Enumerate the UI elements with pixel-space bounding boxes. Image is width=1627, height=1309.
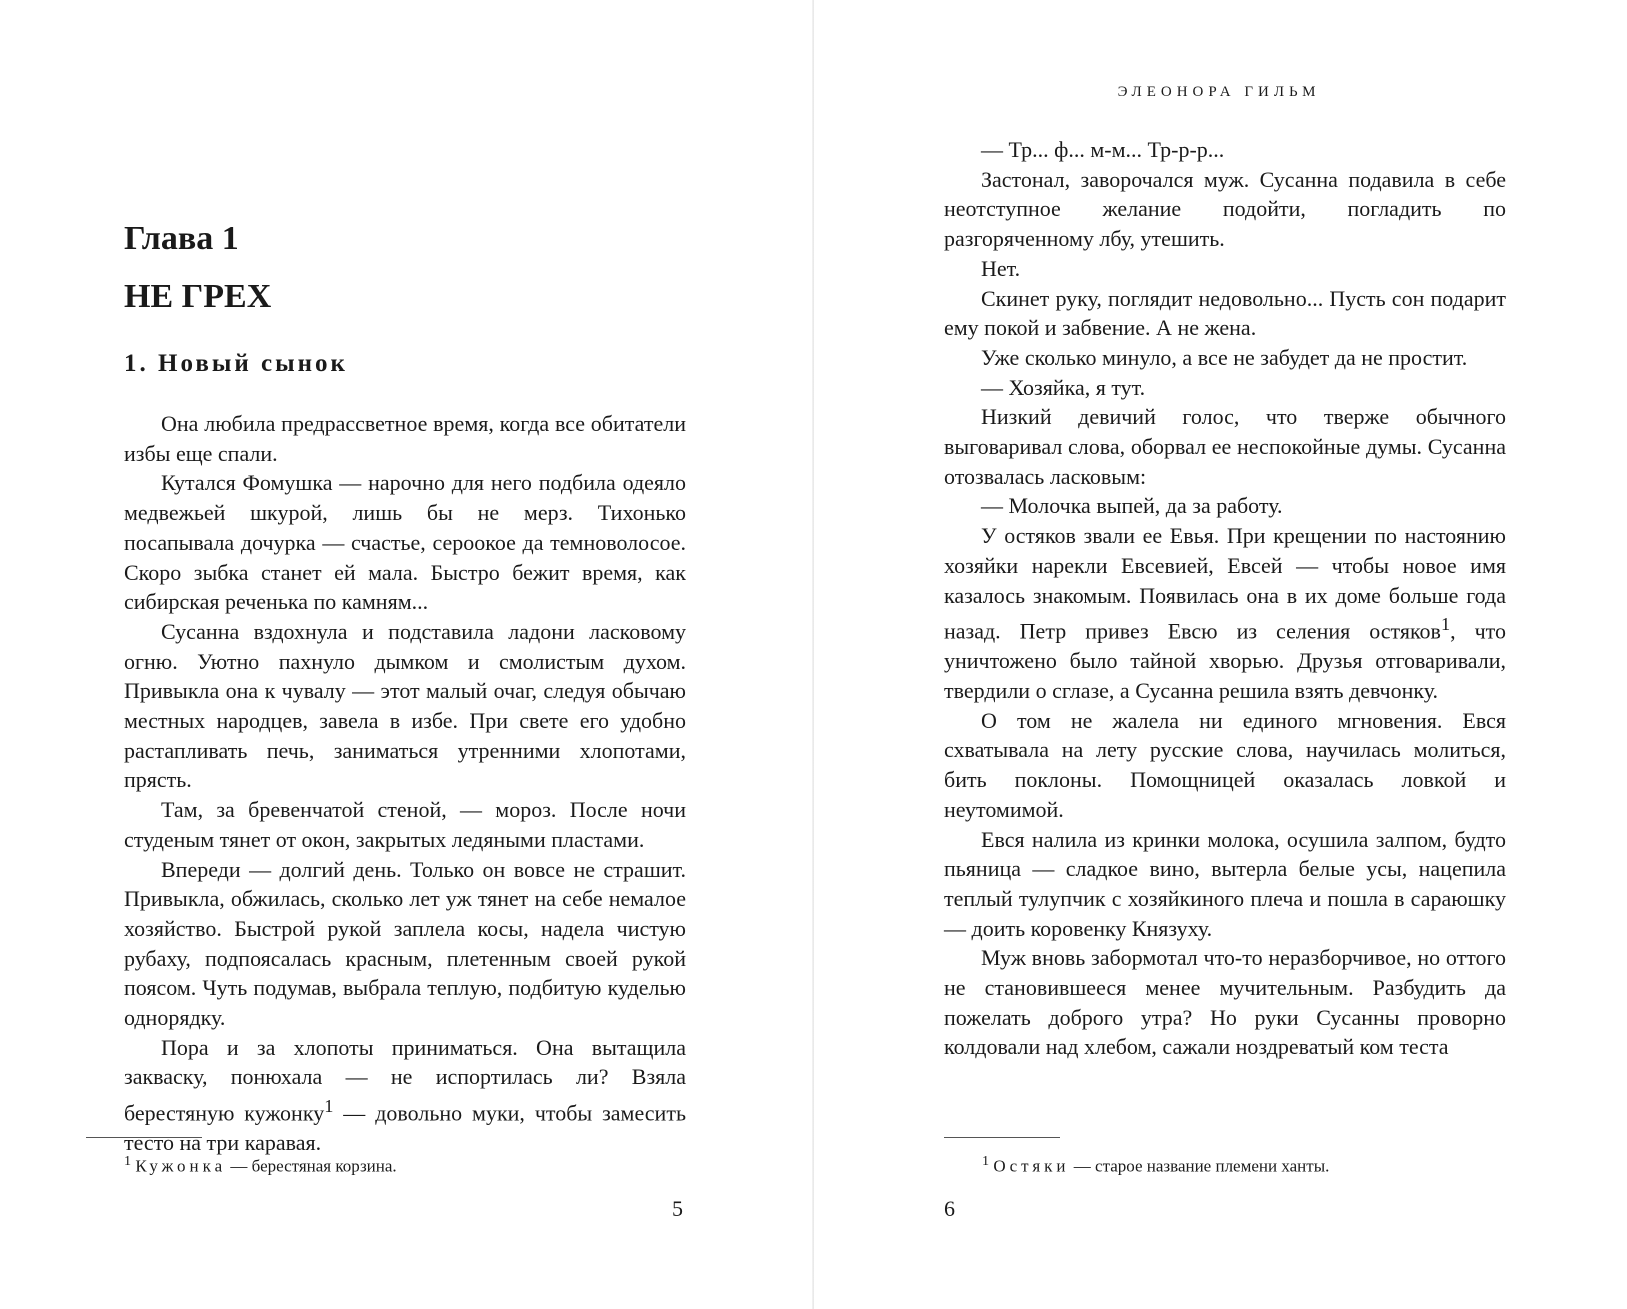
footnote-reference: 1: [1440, 614, 1451, 635]
right-page: [814, 0, 1627, 1309]
right-body-text: [944, 135, 1506, 1062]
paragraph: Евся налила из кринки молока, осушила залпом, будто пьяница — сладкое вино, вытерла белые усы, нацепила теплый тулупчик с хозяйкиного плеча и пошла в сараюшку — доить коровенку Князуху.: [944, 826, 1506, 941]
paragraph: О том не жалела ни единого мгновения. Евся схватывала на лету русские слова, научилась молиться, бить поклоны. Помощницей оказалась ловкой и неутомимой.: [944, 707, 1506, 822]
footnote-mark: 1: [982, 1153, 990, 1169]
paragraph-text: Пора и за хлопоты приниматься. Она вытащила закваску, понюхала — не испортилась ли? Взяла берестяную кужонку: [124, 1034, 686, 1126]
paragraph: Кутался Фомушка — нарочно для него подбила одеяло медвежьей шкурой, лишь бы не мерз. Тихонько посапывала дочурка — счастье, сероокое да темноволосое. Скоро зыбка станет ей мала. Быстро бежит время, как сибирская реченька по камням...: [124, 470, 686, 615]
footnote-term: Остяки: [993, 1156, 1070, 1176]
paragraph: Сусанна вздохнула и подставила ладони ласковому огню. Уютно пахнуло дымком и смолистым духом. Привыкла она к чувалу — этот малый очаг, следуя обычаю местных народцев, завела в избе. При свете его удобно растапливать печь, заниматься утренними хлопотами, прясть.: [124, 618, 686, 793]
running-head: ЭЛЕОНОРА ГИЛЬМ: [1117, 84, 1321, 100]
footnote: [982, 1150, 1329, 1178]
paragraph-text: — довольно муки, чтобы замесить тесто на три каравая.: [124, 1100, 686, 1156]
paragraph: [124, 1033, 686, 1158]
footnote-divider: [86, 1137, 202, 1138]
paragraph: — Молочка выпей, да за работу.: [981, 493, 1283, 519]
chapter-heading: [124, 210, 704, 326]
paragraph: Скинет руку, поглядит недовольно... Пусть сон подарит ему покой и забвение. А не жена.: [944, 285, 1506, 341]
footnote: [124, 1150, 397, 1178]
page-number: 5: [672, 1196, 683, 1221]
paragraph: Застонал, заворочался муж. Сусанна подавила в себе неотступное желание подойти, погладить по разгоряченному лбу, утешить.: [944, 166, 1506, 252]
left-body-text: [124, 409, 686, 1158]
footnote-term: Кужонка: [135, 1156, 227, 1176]
paragraph: Нет.: [981, 255, 1021, 281]
paragraph: Уже сколько минуло, а все не забудет да не простит.: [981, 344, 1468, 370]
paragraph: Низкий девичий голос, что тверже обычного выговаривал слова, оборвал ее неспокойные думы. Сусанна отозвалась ласковым:: [944, 404, 1506, 489]
paragraph-text: , что уничтожено было тайной хворью. Друзья отговаривали, твердили о сглазе, а Сусанна решила взять девчонку.: [944, 618, 1506, 703]
paragraph: Там, за бревенчатой стеной, — мороз. После ночи студеным тянет от окон, закрытых ледяными пластами.: [124, 797, 686, 852]
footnote-reference: 1: [324, 1096, 334, 1117]
chapter-title: Глава 1: [124, 220, 239, 257]
paragraph: — Хозяйка, я тут.: [981, 374, 1146, 400]
paragraph: Она любила предрассветное время, когда все обитатели избы еще спали.: [124, 411, 686, 466]
paragraph: Впереди — долгий день. Только он вовсе не страшит. Привыкла, обжилась, сколько лет уж тянет на себе немалое хозяйство. Быстрой рукой заплела косы, надела чистую рубаху, подпоясалась красным, плетенным своей рукой поясом. Чуть подумав, выбрала теплую, подбитую куделью однорядку.: [124, 856, 686, 1031]
paragraph: Муж вновь забормотал что-то неразборчивое, но оттого не становившееся менее мучительным. Разбудить да пожелать доброго утра? Но руки Сусанны проворно колдовали над хлебом, сажали ноздреватый ком теста: [944, 945, 1506, 1060]
footnote-text: — старое название племени ханты.: [1069, 1156, 1330, 1176]
chapter-subtitle: НЕ ГРЕХ: [124, 278, 272, 315]
section-title: 1. Новый сынок: [124, 350, 348, 377]
footnote-text: — берестяная корзина.: [226, 1156, 397, 1176]
page-number: 6: [944, 1196, 955, 1221]
footnote-mark: 1: [124, 1153, 132, 1169]
paragraph: [944, 521, 1506, 706]
paragraph: — Тр... ф... м-м... Тр-р-р...: [981, 137, 1225, 162]
footnote-divider: [944, 1137, 1060, 1138]
paragraph-text: У остяков звали ее Евья. При крещении по настоянию хозяйки нарекли Евсевией, Евсей — чтобы новое имя казалось знакомым. Появилась она в их доме больше года назад. Петр привез Евсю из селения остяков: [944, 523, 1506, 644]
